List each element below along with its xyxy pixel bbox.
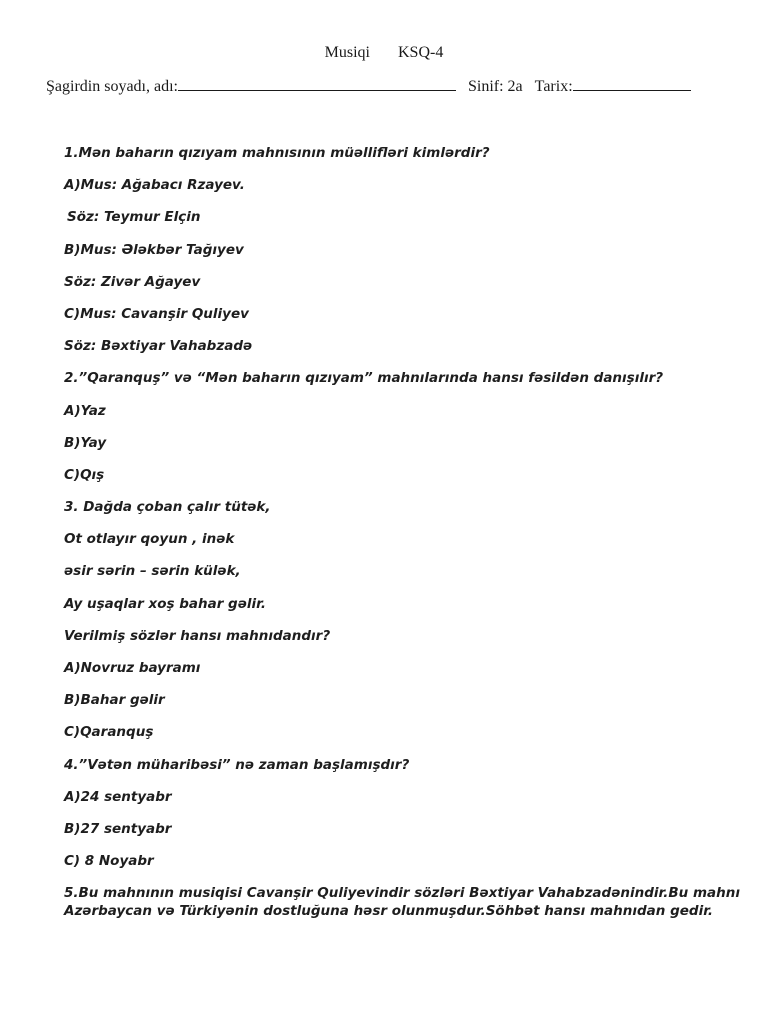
answer-line: B)27 sentyabr (64, 820, 172, 837)
student-name-label: Şagirdin soyadı, adı: (46, 78, 178, 95)
answer-line: B)Bahar gəlir (64, 692, 165, 709)
student-name-blank[interactable] (178, 76, 456, 91)
answer-line: A)Novruz bayramı (64, 660, 201, 676)
answer-line: A)24 sentyabr (64, 788, 172, 805)
answer-line: Söz: Teymur Elçin (67, 209, 201, 226)
class-label: Sinif: 2a (467, 78, 523, 95)
answer-line: B)Yay (64, 434, 107, 451)
assessment-code: KSQ-4 (398, 44, 444, 61)
question-3: 3. Dağda çoban çalır tütək, (64, 499, 271, 516)
answer-line: C)Mus: Cavanşir Quliyev (64, 305, 249, 322)
answer-line: A)Yaz (64, 402, 106, 419)
verse-line: Ay uşaqlar xoş bahar gəlir. (64, 595, 266, 612)
answer-line: B)Mus: Ələkbər Tağıyev (64, 241, 244, 258)
answer-line: A)Mus: Ağabacı Rzayev. (64, 177, 245, 194)
question-5: 5.Bu mahnının musiqisi Cavanşir Quliyevindir sözləri Bəxtiyar Vahabzadənindir.Bu mahnı Azərbaycan və Türkiyənin dostluğuna həsr olunmuşdur.Söhbət hansı mahnıdan gedir. (64, 885, 740, 920)
questions-body (64, 142, 744, 920)
date-blank[interactable] (573, 76, 691, 91)
verse-line: Ot otlayır qoyun , inək (64, 531, 235, 548)
answer-line: C) 8 Noyabr (64, 853, 154, 870)
date-label: Tarix: (534, 78, 573, 95)
question-2: 2.”Qaranquş” və “Mən baharın qızıyam” mahnılarında hansı fəsildən danışılır? (64, 370, 664, 387)
question-4: 4.”Vətən müharibəsi” nə zaman başlamışdır? (64, 756, 410, 773)
student-info-line (46, 76, 691, 96)
verse-line: əsir sərin – sərin külək, (64, 563, 241, 580)
question-3-prompt: Verilmiş sözlər hansı mahnıdandır? (64, 627, 331, 644)
answer-line: C)Qaranquş (64, 724, 154, 741)
answer-line: Söz: Bəxtiyar Vahabzadə (64, 338, 253, 355)
subject-title: Musiqi (324, 44, 370, 61)
answer-line: Söz: Zivər Ağayev (64, 273, 201, 290)
question-1: 1.Mən baharın qızıyam mahnısının müəllifləri kimlərdir? (64, 145, 490, 161)
answer-line: C)Qış (64, 466, 105, 483)
document-header (0, 44, 768, 62)
